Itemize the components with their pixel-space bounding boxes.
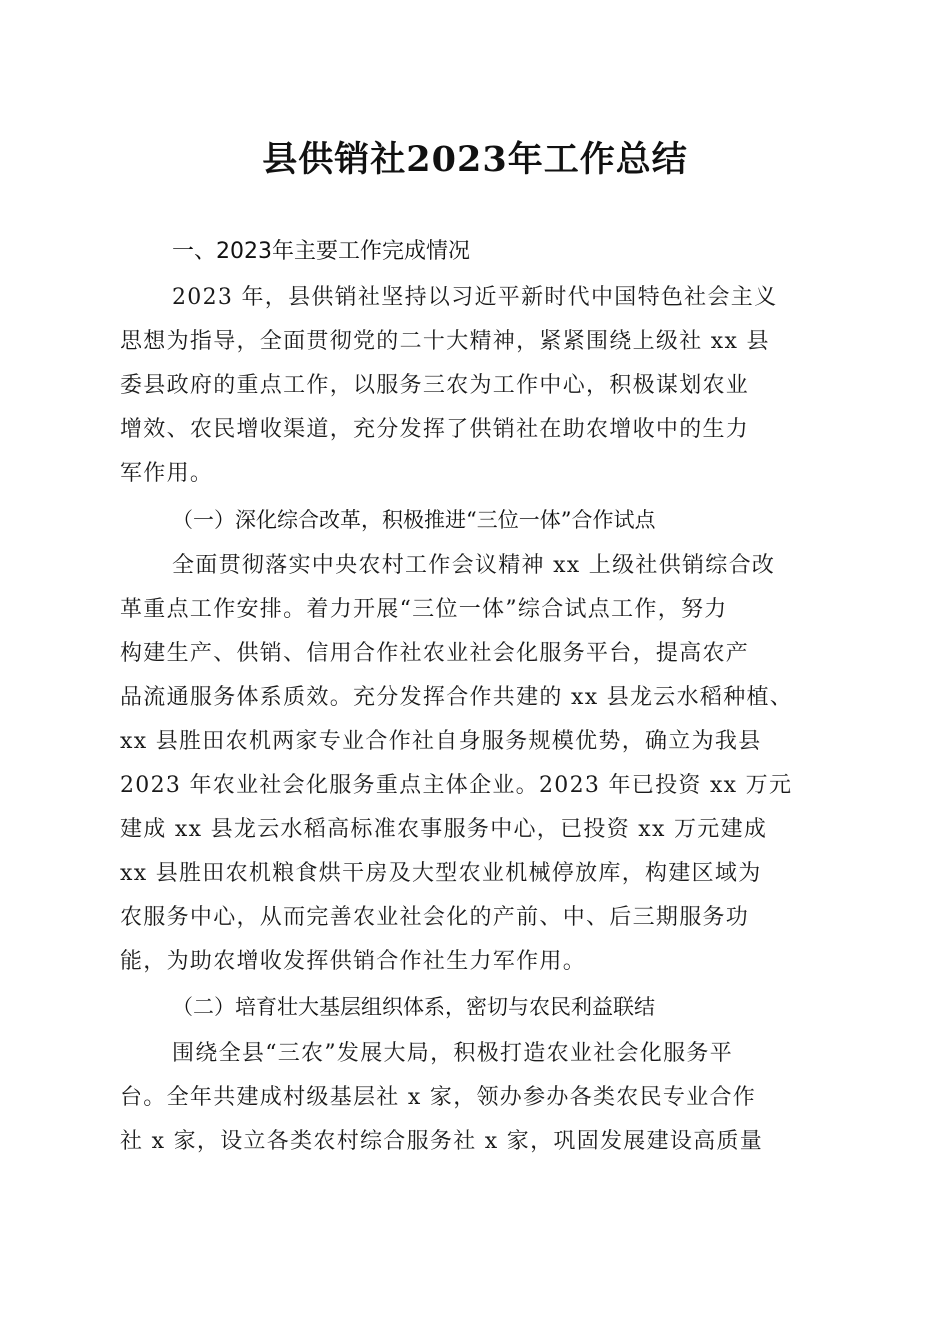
paragraph-line: 围绕全县“三农”发展大局，积极打造农业社会化服务平 (172, 1041, 733, 1066)
subsection-heading: （一）深化综合改革，积极推进“三位一体”合作试点 (172, 508, 656, 532)
paragraph-line: 革重点工作安排。着力开展“三位一体”综合试点工作，努力 (120, 597, 728, 622)
paragraph-line: 台。全年共建成村级基层社 x 家，领办参办各类农民专业合作 (120, 1085, 757, 1110)
paragraph-line: 军作用。 (120, 461, 214, 486)
paragraph-line: 委县政府的重点工作，以服务三农为工作中心，积极谋划农业 (120, 373, 750, 398)
paragraph-line: 2023 年，县供销社坚持以习近平新时代中国特色社会主义 (172, 285, 778, 310)
document-title: 县供销社2023年工作总结 (262, 139, 688, 180)
paragraph-line: 思想为指导，全面贯彻党的二十大精神，紧紧围绕上级社 xx 县 (120, 329, 770, 354)
paragraph-line: 构建生产、供销、信用合作社农业社会化服务平台，提高农产 (120, 641, 750, 666)
paragraph-line: 2023 年农业社会化服务重点主体企业。2023 年已投资 xx 万元 (120, 773, 793, 798)
paragraph-line: xx 县胜田农机两家专业合作社自身服务规模优势，确立为我县 (120, 729, 762, 754)
paragraph-line: 全面贯彻落实中央农村工作会议精神 xx 上级社供销综合改 (172, 553, 776, 578)
paragraph-line: 能，为助农增收发挥供销合作社生力军作用。 (120, 949, 587, 974)
paragraph-line: 社 x 家，设立各类农村综合服务社 x 家，巩固发展建设高质量 (120, 1129, 764, 1154)
subsection-heading: （二）培育壮大基层组织体系，密切与农民利益联结 (172, 995, 655, 1019)
section-heading: 一、2023年主要工作完成情况 (172, 239, 470, 264)
paragraph-line: 增效、农民增收渠道，充分发挥了供销社在助农增收中的生力 (120, 417, 750, 442)
paragraph-line: 建成 xx 县龙云水稻高标准农事服务中心，已投资 xx 万元建成 (120, 817, 768, 842)
paragraph-line: 品流通服务体系质效。充分发挥合作共建的 xx 县龙云水稻种植、 (120, 685, 794, 710)
paragraph-line: 农服务中心，从而完善农业社会化的产前、中、后三期服务功 (120, 905, 750, 930)
paragraph-line: xx 县胜田农机粮食烘干房及大型农业机械停放库，构建区域为 (120, 861, 762, 886)
